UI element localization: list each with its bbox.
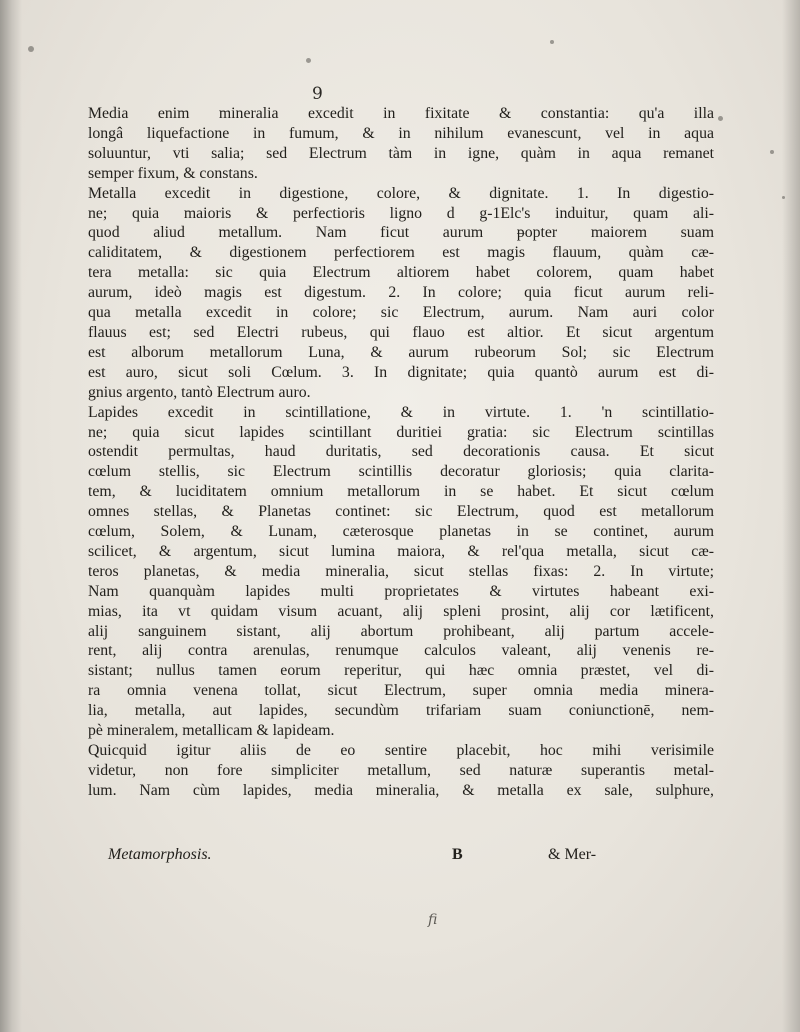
- paragraph-media: [88, 104, 714, 184]
- ink-speck: [550, 40, 554, 44]
- text-line: scilicet, & argentum, sicut lumina maiora, & rel'qua metalla, sicut cæ-: [88, 542, 714, 560]
- text-line: omnes stellas, & Planetas continet: sic Electrum, quod est metallorum: [88, 503, 714, 521]
- text-line: gnius argento, tantò Electrum auro.: [88, 383, 311, 401]
- text-line: lum. Nam cùm lapides, media mineralia, & metalla ex sale, sulphure,: [88, 781, 714, 799]
- ink-speck: [770, 150, 774, 154]
- text-line: mias, ita vt quidam visum acuant, alij spleni prosint, alij cor lætificent,: [88, 602, 714, 620]
- text-line: soluuntur, vti salia; sed Electrum tàm in igne, quàm in aqua remanet: [88, 144, 714, 162]
- text-line: quod aliud metallum. Nam ficut aurum ᵽopter maiorem suam: [88, 224, 714, 242]
- text-line: pè mineralem, metallicam & lapideam.: [88, 722, 335, 740]
- text-line: qua metalla excedit in colore; sic Electrum, aurum. Nam auri color: [88, 304, 714, 322]
- text-line: rent, alij contra arenulas, renumque calculos valeant, alij venenis re-: [88, 642, 714, 660]
- paragraph-metalla: [88, 184, 714, 403]
- text-line: ne; quia sicut lapides scintillant duritiei gratia: sic Electrum scintillas: [88, 423, 714, 441]
- catchword-right: & Mer-: [548, 846, 597, 863]
- ink-speck: [718, 116, 723, 121]
- catchword-left: Metamorphosis.: [108, 846, 212, 863]
- text-line: ostendit permultas, haud duritatis, sed decorationis causa. Et sicut: [88, 443, 714, 461]
- text-line: ne; quia maioris & perfectioris ligno d g-1Elc's induitur, quam ali-: [88, 204, 714, 222]
- page-left-edge-shadow: [0, 0, 22, 1032]
- text-line: longâ liquefactione in fumum, & in nihilum evanescunt, vel in aqua: [88, 124, 714, 142]
- ink-speck: [306, 58, 311, 63]
- text-line: Nam quanquàm lapides multi proprietates & virtutes habeant exi-: [88, 582, 714, 600]
- signature-mark: B: [452, 846, 463, 863]
- ink-speck: [28, 46, 34, 52]
- text-line: alij sanguinem sistant, alij abortum prohibeant, alij partum accele-: [88, 622, 714, 640]
- page-number: 9: [312, 84, 323, 104]
- body-text: [88, 104, 714, 801]
- text-line: cœlum, Solem, & Lunam, cæterosque planetas in se continet, aurum: [88, 523, 714, 541]
- text-line: tera metalla: sic quia Electrum altiorem habet colorem, quam habet: [88, 264, 714, 282]
- text-line: Media enim mineralia excedit in fixitate & constantia: qu'a illa: [88, 105, 714, 122]
- text-line: Metalla excedit in digestione, colore, & dignitate. 1. In digestio-: [88, 184, 714, 202]
- bottom-mark: ﬁ: [428, 912, 438, 928]
- text-line: ra omnia venena tollat, sicut Electrum, super omnia media minera-: [88, 682, 714, 700]
- text-line: cœlum stellis, sic Electrum scintillis decoratur gloriosis; quia clarita-: [88, 463, 714, 481]
- paragraph-lapides: [88, 403, 714, 741]
- text-line: aurum, ideò magis est digestum. 2. In colore; quia ficut aurum reli-: [88, 284, 714, 302]
- text-line: teros planetas, & media mineralia, sicut stellas fixas: 2. In virtute;: [88, 562, 714, 580]
- text-line: est alborum metallorum Luna, & aurum rubeorum Sol; sic Electrum: [88, 343, 714, 361]
- text-line: sistant; nullus tamen eorum reperitur, qui hæc omnia præstet, vel di-: [88, 662, 714, 680]
- text-line: lia, metalla, aut lapides, secundùm trifariam suam coniunctionē, nem-: [88, 702, 714, 720]
- ink-speck: [782, 196, 785, 199]
- text-line: semper fixum, & constans.: [88, 164, 258, 182]
- text-line: caliditatem, & digestionem perfectiorem est magis flauum, quàm cæ-: [88, 244, 714, 262]
- text-line: videtur, non fore simpliciter metallum, sed naturæ superantis metal-: [88, 761, 714, 779]
- paragraph-quicquid: [88, 741, 714, 801]
- page-right-edge-shadow: [782, 0, 800, 1032]
- text-line: Lapides excedit in scintillatione, & in virtute. 1. 'n scintillatio-: [88, 403, 714, 421]
- text-line: flauus est; sed Electri rubeus, qui flauo est altior. Et sicut argentum: [88, 323, 714, 341]
- text-line: Quicquid igitur aliis de eo sentire placebit, hoc mihi verisimile: [88, 742, 714, 759]
- text-line: est auro, sicut soli Cœlum. 3. In dignitate; quia quantò aurum est di-: [88, 363, 714, 381]
- text-line: tem, & luciditatem omnium metallorum in se habet. Et sicut cœlum: [88, 483, 714, 501]
